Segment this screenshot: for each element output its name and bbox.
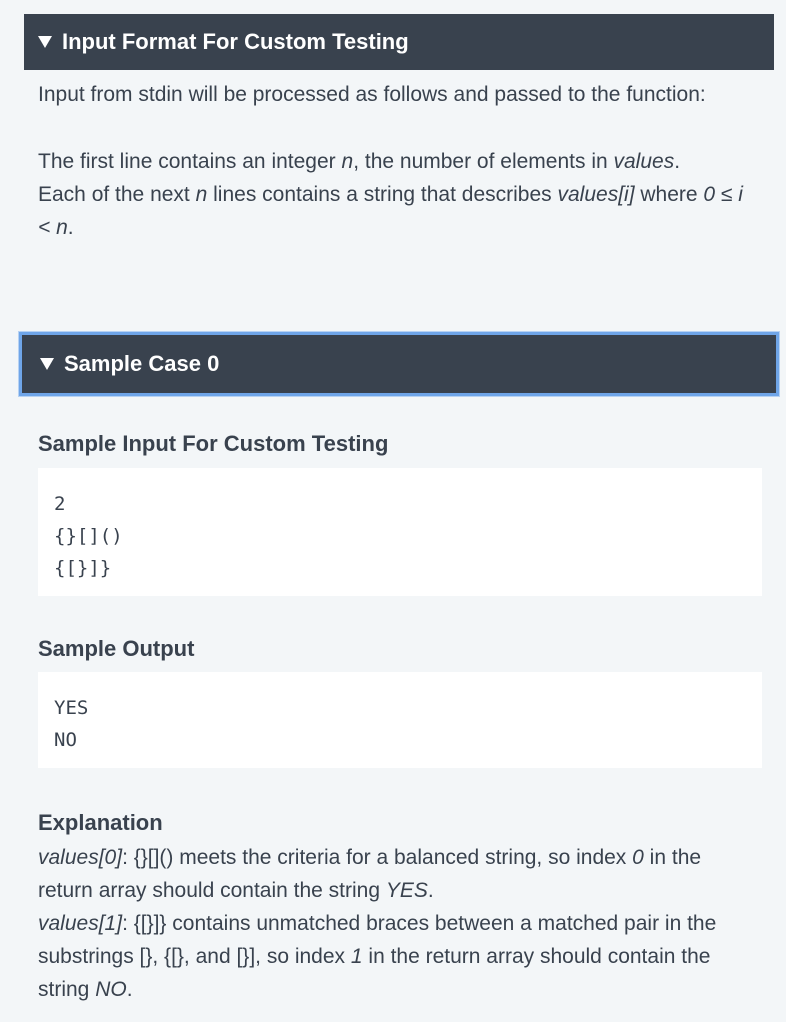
- code-line: 2: [54, 493, 66, 515]
- var-values-i: values[i]: [557, 183, 635, 206]
- text-span: : {[}]} contains unmatched braces between a matched pair in the substrings [}, {[}, and [}], so index: [38, 912, 717, 968]
- sample-case-title: Sample Case 0: [64, 351, 220, 376]
- text-span: .: [67, 216, 74, 239]
- collapse-triangle-icon: [38, 36, 52, 48]
- var-condition: 0 ≤ i < n: [38, 183, 743, 239]
- sample-input-box: [38, 468, 762, 596]
- text-span: in the return array should contain the string: [38, 945, 711, 1001]
- var-values: values: [613, 150, 675, 173]
- text-span: Each of the next: [38, 183, 196, 206]
- var-values-1: values[1]: [38, 912, 123, 935]
- text-span: , the number of elements in: [353, 150, 614, 173]
- explanation-case-1: [38, 907, 758, 1006]
- sample-case-header[interactable]: [19, 332, 779, 396]
- var-n: n: [195, 183, 208, 206]
- code-line: NO: [54, 729, 77, 751]
- sample-output-box: [38, 672, 762, 768]
- var-result: YES: [385, 879, 428, 902]
- var-result: NO: [95, 978, 127, 1001]
- input-format-intro: Input from stdin will be processed as follows and passed to the function:: [38, 83, 706, 106]
- sample-output-heading: Sample Output: [38, 636, 195, 661]
- input-format-first-line: [38, 145, 758, 178]
- input-format-next-lines: [38, 178, 758, 244]
- explanation-case-0: [38, 841, 758, 907]
- input-format-title: Input Format For Custom Testing: [62, 29, 409, 54]
- text-span: in the return array should contain the string: [38, 846, 702, 902]
- code-line: {}[](): [54, 525, 123, 547]
- text-span: The first line contains an integer: [38, 150, 342, 173]
- code-line: YES: [54, 697, 89, 719]
- var-n: n: [341, 150, 354, 173]
- text-span: .: [126, 978, 133, 1001]
- text-span: where: [634, 183, 704, 206]
- explanation-heading: Explanation: [38, 810, 163, 835]
- var-values-0: values[0]: [38, 846, 123, 869]
- text-span: .: [427, 879, 434, 902]
- var-index: 1: [350, 945, 363, 968]
- input-format-header[interactable]: [24, 14, 774, 70]
- var-index: 0: [632, 846, 644, 869]
- sample-input-heading: Sample Input For Custom Testing: [38, 431, 389, 456]
- input-format-body: [38, 78, 758, 244]
- text-span: : {}[]() meets the criteria for a balanced string, so index: [122, 846, 633, 869]
- text-span: lines contains a string that describes: [207, 183, 558, 206]
- code-line: {[}]}: [54, 557, 112, 579]
- explanation-body: [38, 841, 758, 1006]
- text-span: .: [674, 150, 681, 173]
- collapse-triangle-icon: [40, 358, 54, 370]
